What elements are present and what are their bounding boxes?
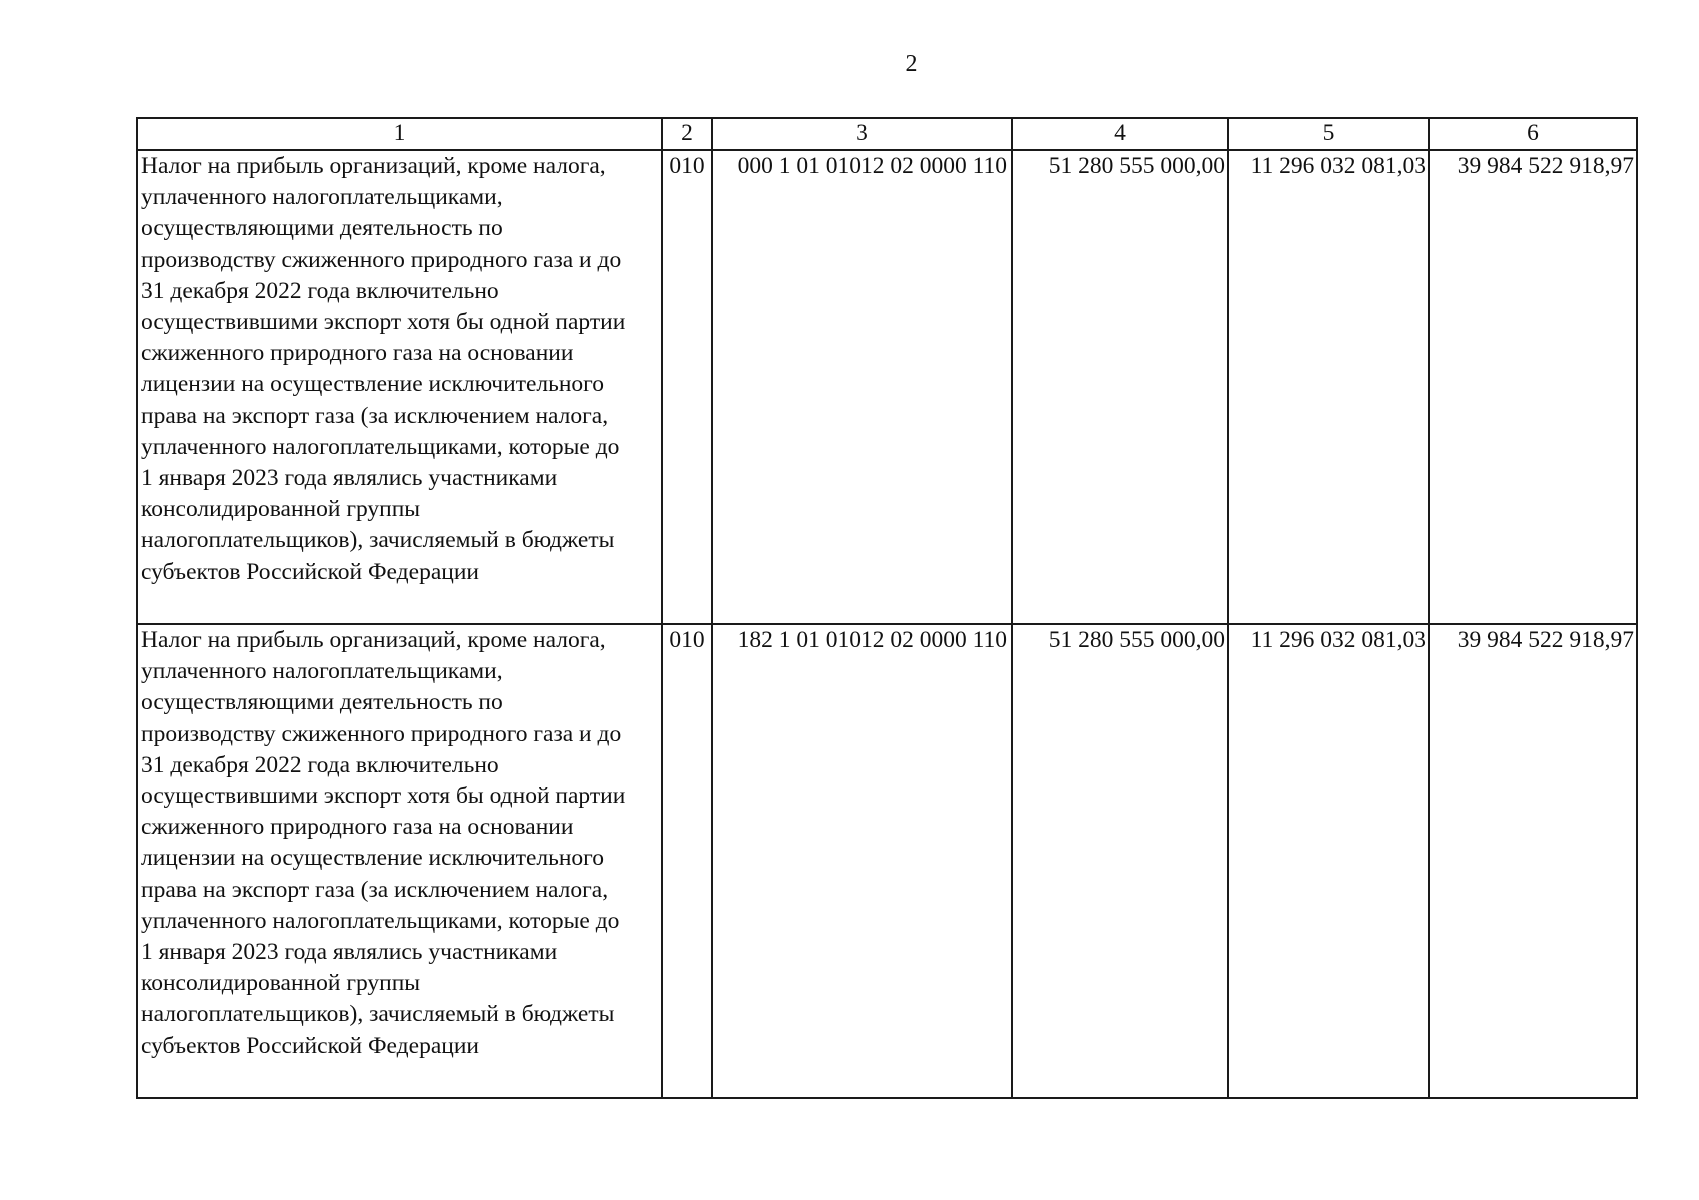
description-line: уплаченного налогоплательщиками,	[141, 658, 503, 685]
revenue-table	[136, 117, 1638, 1099]
description-line: осуществившими экспорт хотя бы одной партии	[141, 783, 626, 810]
description-line: осуществляющими деятельность по	[141, 689, 503, 716]
description-line: лицензии на осуществление исключительного	[141, 845, 604, 872]
description-line: субъектов Российской Федерации	[141, 1032, 479, 1059]
description-line: производству сжиженного природного газа и до	[141, 720, 622, 747]
description-line: консолидированной группы	[141, 496, 421, 523]
description-line: права на экспорт газа (за исключением налога,	[141, 402, 609, 429]
column-header-3: 3	[712, 118, 1012, 150]
budget-classification-code: 000 1 01 01012 02 0000 110	[712, 150, 1012, 624]
description-line: 1 января 2023 года являлись участниками	[141, 939, 558, 966]
description-line: производству сжиженного природного газа и до	[141, 246, 622, 273]
amount-column-5: 11 296 032 081,03	[1228, 624, 1429, 1098]
description-line: 1 января 2023 года являлись участниками	[141, 465, 558, 492]
amount-column-4: 51 280 555 000,00	[1012, 624, 1228, 1098]
description-line: Налог на прибыль организаций, кроме налога,	[141, 627, 606, 653]
description-line: налогоплательщиков), зачисляемый в бюджеты	[141, 1001, 615, 1028]
income-description	[137, 150, 662, 624]
description-line: осуществляющими деятельность по	[141, 215, 503, 242]
line-code: 010	[662, 624, 712, 1098]
amount-column-6: 39 984 522 918,97	[1429, 624, 1637, 1098]
description-line: консолидированной группы	[141, 970, 421, 997]
line-code: 010	[662, 150, 712, 624]
table-row	[137, 150, 1637, 624]
description-line: налогоплательщиков), зачисляемый в бюджеты	[141, 527, 615, 554]
column-header-4: 4	[1012, 118, 1228, 150]
amount-column-5: 11 296 032 081,03	[1228, 150, 1429, 624]
amount-column-6: 39 984 522 918,97	[1429, 150, 1637, 624]
description-line: права на экспорт газа (за исключением налога,	[141, 876, 609, 903]
description-line: лицензии на осуществление исключительного	[141, 371, 604, 398]
description-line: 31 декабря 2022 года включительно	[141, 751, 499, 778]
income-description	[137, 624, 662, 1098]
description-line: Налог на прибыль организаций, кроме налога,	[141, 153, 606, 179]
budget-classification-code: 182 1 01 01012 02 0000 110	[712, 624, 1012, 1098]
column-header-6: 6	[1429, 118, 1637, 150]
table-header-row	[137, 118, 1637, 150]
table-row	[137, 624, 1637, 1098]
column-header-5: 5	[1228, 118, 1429, 150]
description-line: сжиженного природного газа на основании	[141, 340, 574, 367]
description-line: субъектов Российской Федерации	[141, 558, 479, 585]
description-line: уплаченного налогоплательщиками,	[141, 184, 503, 211]
page-number: 2	[905, 51, 918, 77]
description-line: уплаченного налогоплательщиками, которые до	[141, 433, 620, 460]
amount-column-4: 51 280 555 000,00	[1012, 150, 1228, 624]
description-line: уплаченного налогоплательщиками, которые до	[141, 907, 620, 934]
column-header-2: 2	[662, 118, 712, 150]
description-line: осуществившими экспорт хотя бы одной партии	[141, 309, 626, 336]
column-header-1: 1	[137, 118, 662, 150]
description-line: сжиженного природного газа на основании	[141, 814, 574, 841]
description-line: 31 декабря 2022 года включительно	[141, 277, 499, 304]
